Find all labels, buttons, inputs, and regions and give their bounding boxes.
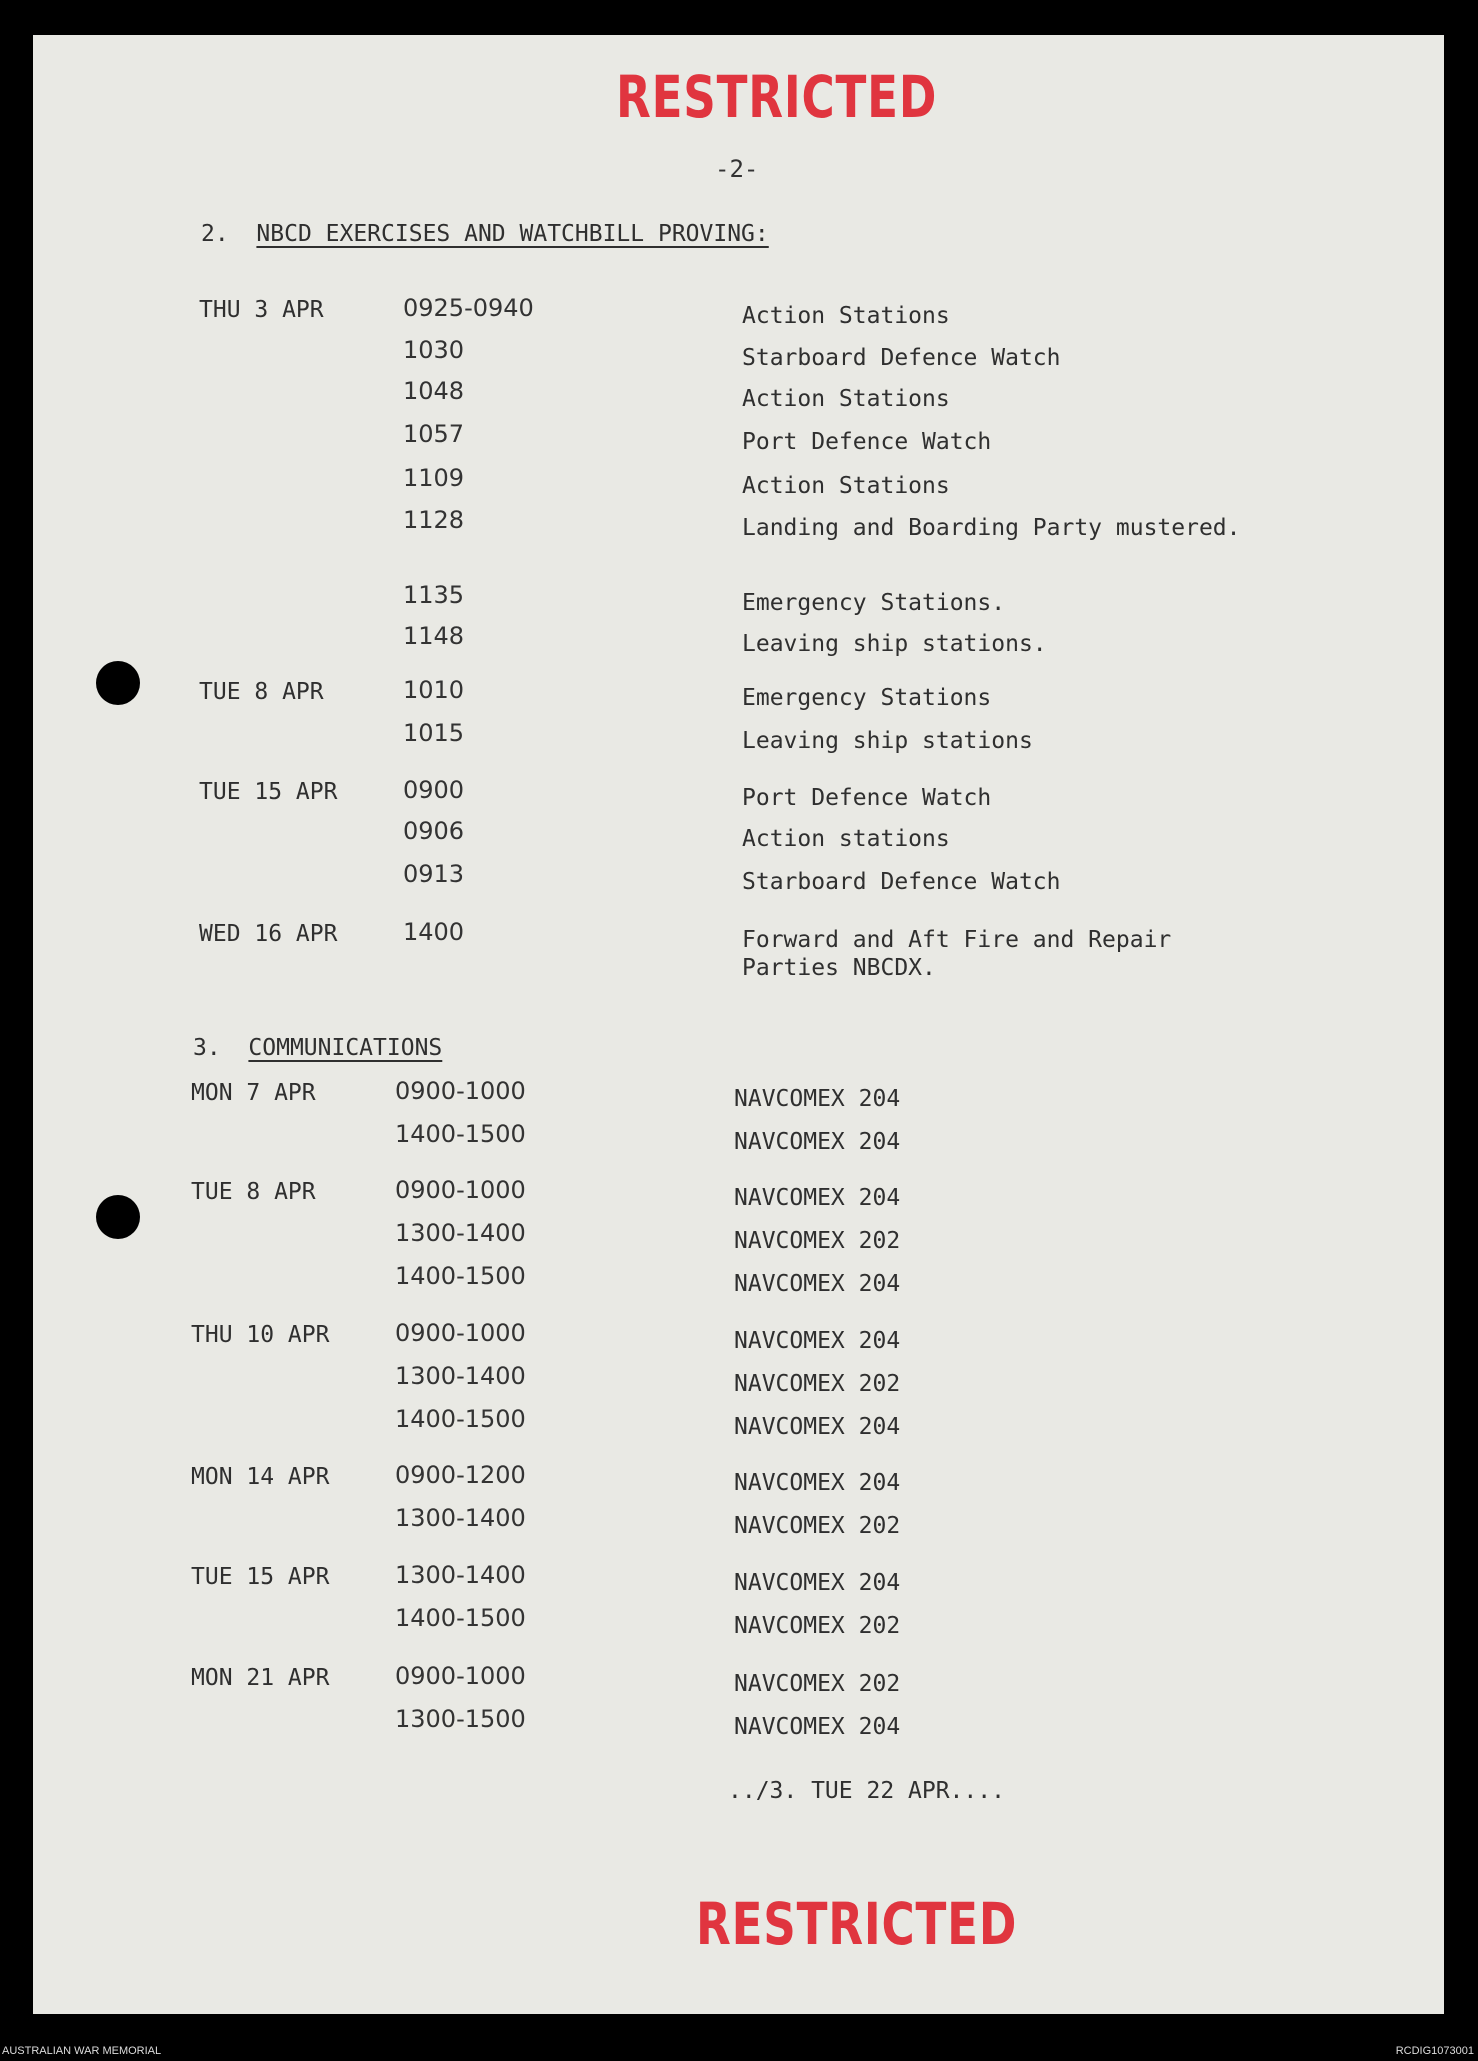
schedule-time: 1128 bbox=[403, 506, 465, 534]
schedule-time: 1400-1500 bbox=[395, 1120, 526, 1148]
section-3-number: 3. bbox=[193, 1035, 221, 1061]
schedule-day: MON 21 APR bbox=[191, 1665, 330, 1691]
schedule-activity: Action stations bbox=[742, 826, 950, 852]
schedule-activity: Action Stations bbox=[742, 386, 950, 412]
schedule-time: 1300-1400 bbox=[395, 1561, 526, 1589]
restricted-stamp-top: RESTRICTED bbox=[616, 63, 938, 131]
schedule-time: 1400-1500 bbox=[395, 1262, 526, 1290]
schedule-activity: Emergency Stations. bbox=[742, 590, 1006, 616]
schedule-time: 0900-1000 bbox=[395, 1319, 526, 1347]
schedule-time: 0900-1200 bbox=[395, 1461, 526, 1489]
section-3-title: COMMUNICATIONS bbox=[248, 1035, 443, 1061]
schedule-time: 1300-1400 bbox=[395, 1362, 526, 1390]
schedule-time: 1048 bbox=[403, 377, 465, 405]
section-2-title: NBCD EXERCISES AND WATCHBILL PROVING: bbox=[256, 221, 769, 247]
schedule-time: 1400 bbox=[403, 918, 465, 946]
punch-hole-bottom bbox=[96, 1195, 140, 1239]
schedule-time: 1148 bbox=[403, 622, 465, 650]
schedule-activity: NAVCOMEX 202 bbox=[734, 1513, 901, 1539]
schedule-time: 1300-1500 bbox=[395, 1705, 526, 1733]
schedule-time: 0900-1000 bbox=[395, 1662, 526, 1690]
schedule-day: THU 3 APR bbox=[199, 297, 324, 323]
schedule-day: MON 14 APR bbox=[191, 1464, 330, 1490]
schedule-activity: NAVCOMEX 202 bbox=[734, 1671, 901, 1697]
schedule-activity: NAVCOMEX 204 bbox=[734, 1714, 901, 1740]
schedule-activity: NAVCOMEX 204 bbox=[734, 1271, 901, 1297]
schedule-activity: Landing and Boarding Party mustered. bbox=[742, 515, 1241, 541]
schedule-activity: NAVCOMEX 204 bbox=[734, 1328, 901, 1354]
schedule-activity: Action Stations bbox=[742, 473, 950, 499]
footer-right: RCDIG1073001 bbox=[1395, 2045, 1474, 2057]
schedule-time: 0906 bbox=[403, 817, 465, 845]
schedule-time: 0913 bbox=[403, 860, 465, 888]
schedule-day: MON 7 APR bbox=[191, 1080, 316, 1106]
schedule-activity: NAVCOMEX 204 bbox=[734, 1414, 901, 1440]
schedule-activity: Port Defence Watch bbox=[742, 429, 992, 455]
restricted-stamp-bottom: RESTRICTED bbox=[696, 1890, 1018, 1958]
footer-left: AUSTRALIAN WAR MEMORIAL bbox=[2, 2045, 162, 2057]
schedule-day: TUE 15 APR bbox=[191, 1564, 330, 1590]
schedule-day: TUE 8 APR bbox=[199, 679, 324, 705]
section-2-number: 2. bbox=[201, 221, 229, 247]
schedule-time: 1015 bbox=[403, 719, 465, 747]
schedule-activity: Action Stations bbox=[742, 303, 950, 329]
schedule-day: TUE 8 APR bbox=[191, 1179, 316, 1205]
schedule-time: 1030 bbox=[403, 336, 465, 364]
schedule-activity: Leaving ship stations bbox=[742, 728, 1033, 754]
schedule-day: TUE 15 APR bbox=[199, 779, 338, 805]
schedule-activity: NAVCOMEX 202 bbox=[734, 1371, 901, 1397]
schedule-activity: NAVCOMEX 204 bbox=[734, 1086, 901, 1112]
schedule-time: 1300-1400 bbox=[395, 1219, 526, 1247]
schedule-activity: NAVCOMEX 202 bbox=[734, 1613, 901, 1639]
schedule-activity: Starboard Defence Watch bbox=[742, 345, 1061, 371]
continuation-note: ../3. TUE 22 APR.... bbox=[728, 1778, 1005, 1804]
schedule-day: THU 10 APR bbox=[191, 1322, 330, 1348]
schedule-time: 0900-1000 bbox=[395, 1077, 526, 1105]
punch-hole-top bbox=[96, 661, 140, 705]
schedule-time: 1057 bbox=[403, 420, 465, 448]
schedule-activity: NAVCOMEX 204 bbox=[734, 1129, 901, 1155]
section-2-heading bbox=[201, 221, 769, 247]
schedule-activity: Forward and Aft Fire and Repair Parties NBCDX. bbox=[742, 927, 1172, 981]
schedule-activity: NAVCOMEX 204 bbox=[734, 1185, 901, 1211]
schedule-activity: Emergency Stations bbox=[742, 685, 992, 711]
schedule-activity: NAVCOMEX 202 bbox=[734, 1228, 901, 1254]
schedule-activity: Port Defence Watch bbox=[742, 785, 992, 811]
schedule-activity: Leaving ship stations. bbox=[742, 631, 1047, 657]
schedule-time: 1135 bbox=[403, 581, 465, 609]
schedule-activity: NAVCOMEX 204 bbox=[734, 1570, 901, 1596]
schedule-time: 0900 bbox=[403, 776, 465, 804]
schedule-time: 0925-0940 bbox=[403, 294, 534, 322]
page-number: -2- bbox=[715, 155, 759, 183]
document-page bbox=[33, 35, 1444, 2014]
schedule-activity: Starboard Defence Watch bbox=[742, 869, 1061, 895]
section-3-heading bbox=[193, 1035, 442, 1061]
schedule-time: 1300-1400 bbox=[395, 1504, 526, 1532]
schedule-time: 1109 bbox=[403, 464, 465, 492]
schedule-time: 1010 bbox=[403, 676, 465, 704]
schedule-time: 0900-1000 bbox=[395, 1176, 526, 1204]
schedule-time: 1400-1500 bbox=[395, 1604, 526, 1632]
schedule-day: WED 16 APR bbox=[199, 921, 338, 947]
schedule-activity: NAVCOMEX 204 bbox=[734, 1470, 901, 1496]
schedule-time: 1400-1500 bbox=[395, 1405, 526, 1433]
